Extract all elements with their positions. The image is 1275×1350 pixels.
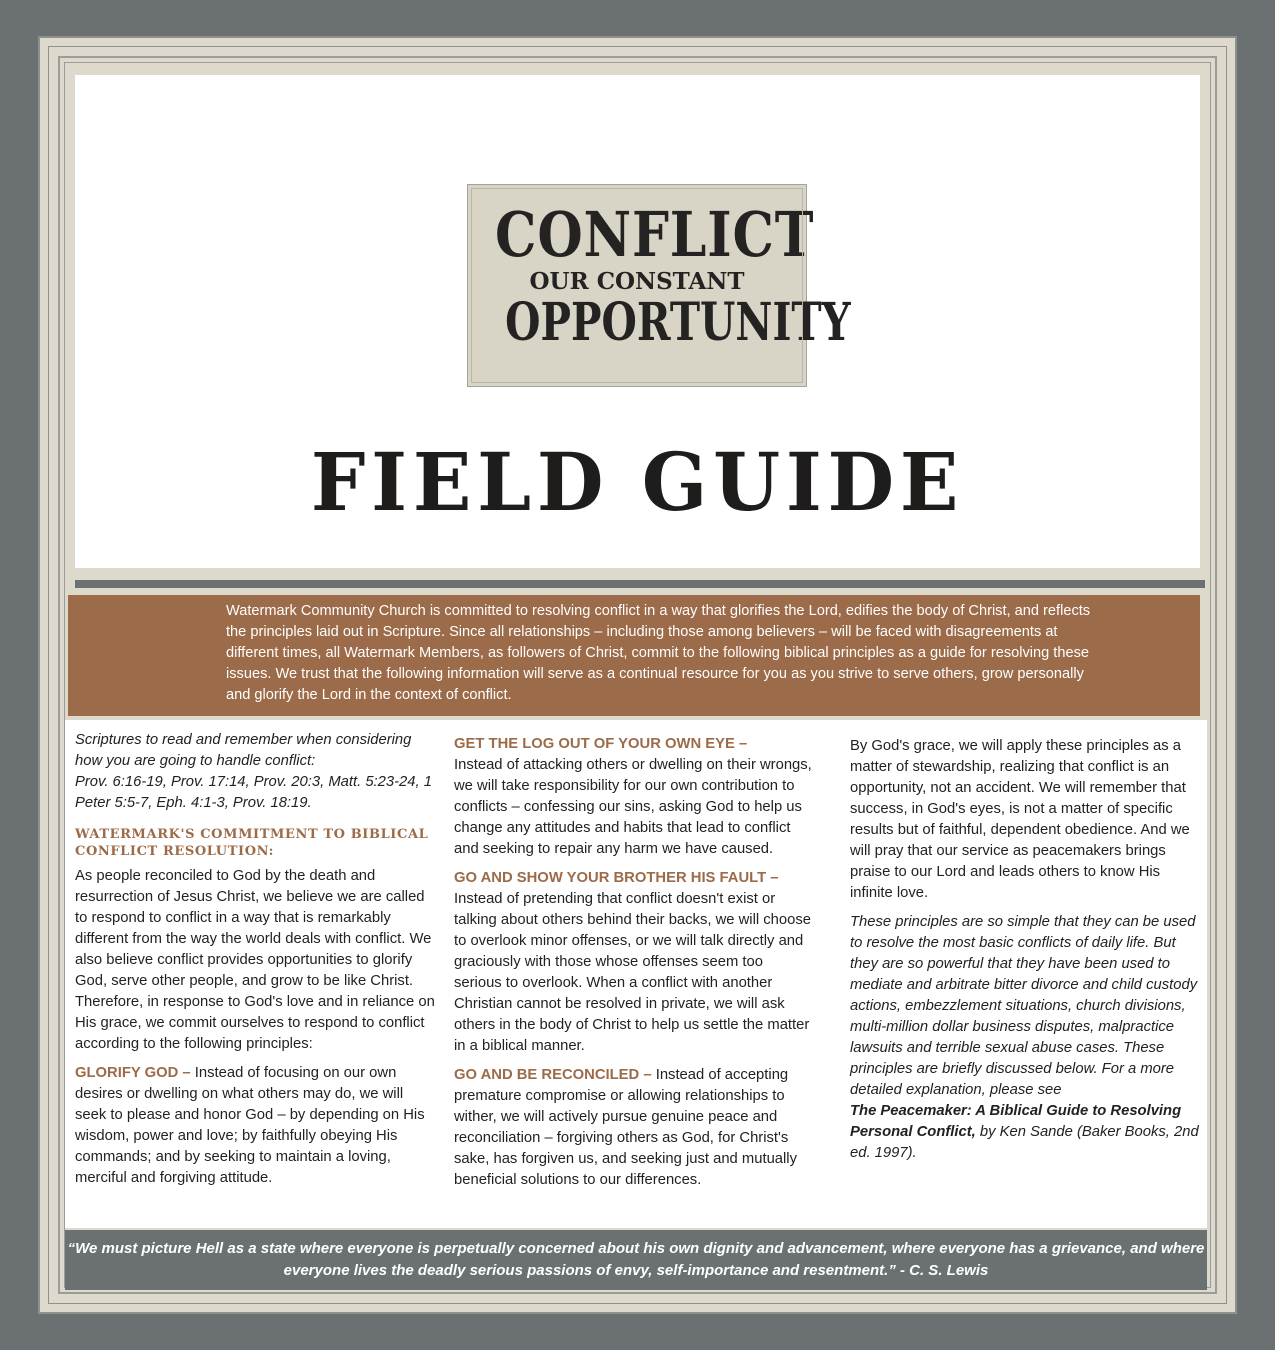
column-1 — [75, 730, 437, 1189]
page-title: FIELD GUIDE — [310, 435, 965, 529]
grace-body: By God's grace, we will apply these principles as a matter of stewardship, realizing that conflict is an opportunity, not an accident. We will remember that success, in God's eyes, is not a matter of specific results but of faithful, dependent obedience. And we will pray that our service as peacemakers brings praise to our Lord and leads others to know His infinite love. — [850, 738, 1190, 901]
show-heading: GO AND SHOW YOUR BROTHER HIS FAULT – — [454, 870, 779, 886]
divider-rule — [75, 580, 1205, 588]
reconciled-heading: GO AND BE RECONCILED – — [454, 1067, 652, 1083]
principles-paragraph — [850, 912, 1202, 1164]
glorify-body: Instead of focusing on our own desires or dwelling on what others may do, we will seek to please and honor God – by depending on His wisdom, power and love; by faithfully obeying His commands; and by seeking to maintain a loving, merciful and forgiving attitude. — [75, 1065, 425, 1186]
log-paragraph — [454, 734, 812, 860]
content-panel — [65, 720, 1207, 1228]
log-heading: GET THE LOG OUT OF YOUR OWN EYE – — [454, 736, 748, 752]
show-paragraph — [454, 868, 812, 1057]
book-credit: by Ken Sande (Baker Books, 2nd ed. 1997). — [850, 1124, 1199, 1161]
reconciled-body: Instead of accepting premature compromise or allowing relationships to wither, we will actively pursue genuine peace and reconciliation – forgiving others as God, for Christ's sake, has forgiven us, and seeking just and mutually beneficial solutions to our differences. — [454, 1067, 797, 1188]
show-body: Instead of pretending that conflict doesn't exist or talking about others behind their backs, we will choose to overlook minor offenses, or we will talk directly and graciously with those whose offenses seem too serious to overlook. When a conflict with another Christian cannot be resolved in private, we will ask others in the body of Christ to help us settle the matter in a biblical manner. — [454, 891, 811, 1054]
logo-conflict: CONFLICT — [495, 198, 815, 271]
intro-band — [68, 595, 1200, 716]
quote-band — [65, 1230, 1207, 1290]
intro-text: Watermark Community Church is committed to resolving conflict in a way that glorifies the Lord, edifies the body of Christ, and reflects the principles laid out in Scripture. Since all relationships – including those among believers – will be faced with disagreements at different times, all Watermark Members, as followers of Christ, commit to the following biblical principles as a guide for resolving these issues. We trust that the following information will serve as a continual resource for you as you strive to serve others, grow personally and glorify the Lord in the context of conflict. — [226, 603, 1091, 703]
header-panel — [75, 75, 1200, 568]
column-2 — [454, 734, 812, 1191]
book-title: The Peacemaker: A Biblical Guide to Resolving Personal Conflict, — [850, 1103, 1182, 1140]
glorify-paragraph — [75, 1063, 437, 1189]
logo-opportunity: OPPORTUNITY — [505, 292, 851, 353]
scriptures-intro: Scriptures to read and remember when considering how you are going to handle conflict: — [75, 732, 412, 769]
log-body: Instead of attacking others or dwelling on their wrongs, we will take responsibility for our own contribution to conflicts – confessing our sins, asking God to help us change any attitudes and habits that lead to conflict and seeking to repair any harm we have caused. — [454, 757, 812, 857]
logo-our-constant: OUR CONSTANT — [529, 268, 745, 295]
cs-lewis-quote: “We must picture Hell as a state where everyone is perpetually concerned about his own dignity and advancement, where everyone has a grievance, and where everyone lives the deadly serious passions of envy, self-importance and resentment.” - C. S. Lewis — [67, 1240, 1205, 1279]
commitment-heading: WATERMARK'S COMMITMENT TO BIBLICAL CONFLICT RESOLUTION: — [75, 827, 429, 859]
commitment-body: As people reconciled to God by the death and resurrection of Jesus Christ, we believe we are called to respond to conflict in a way that is remarkably different from the way the world deals with conflict. We also believe conflict provides opportunities to glorify God, serve other people, and grow to be like Christ. Therefore, in response to God's love and in reliance on His grace, we commit ourselves to respond to conflict according to the following principles: — [75, 868, 435, 1052]
scriptures-refs: Prov. 6:16-19, Prov. 17:14, Prov. 20:3, Matt. 5:23-24, 1 Peter 5:5-7, Eph. 4:1-3, Prov. 18:19. — [75, 774, 432, 811]
conflict-logo — [467, 184, 851, 387]
column-3 — [850, 736, 1202, 1164]
principles-body: These principles are so simple that they can be used to resolve the most basic conflicts of daily life. But they are so powerful that they have been used to mediate and arbitrate bitter divorce and child custody actions, embezzlement situations, church divisions, multi-million dollar business disputes, malpractice lawsuits and terrible sexual abuse cases. These principles are briefly discussed below. For a more detailed explanation, please see — [850, 914, 1198, 1098]
reconciled-paragraph — [454, 1065, 812, 1191]
glorify-heading: GLORIFY GOD – — [75, 1065, 191, 1081]
